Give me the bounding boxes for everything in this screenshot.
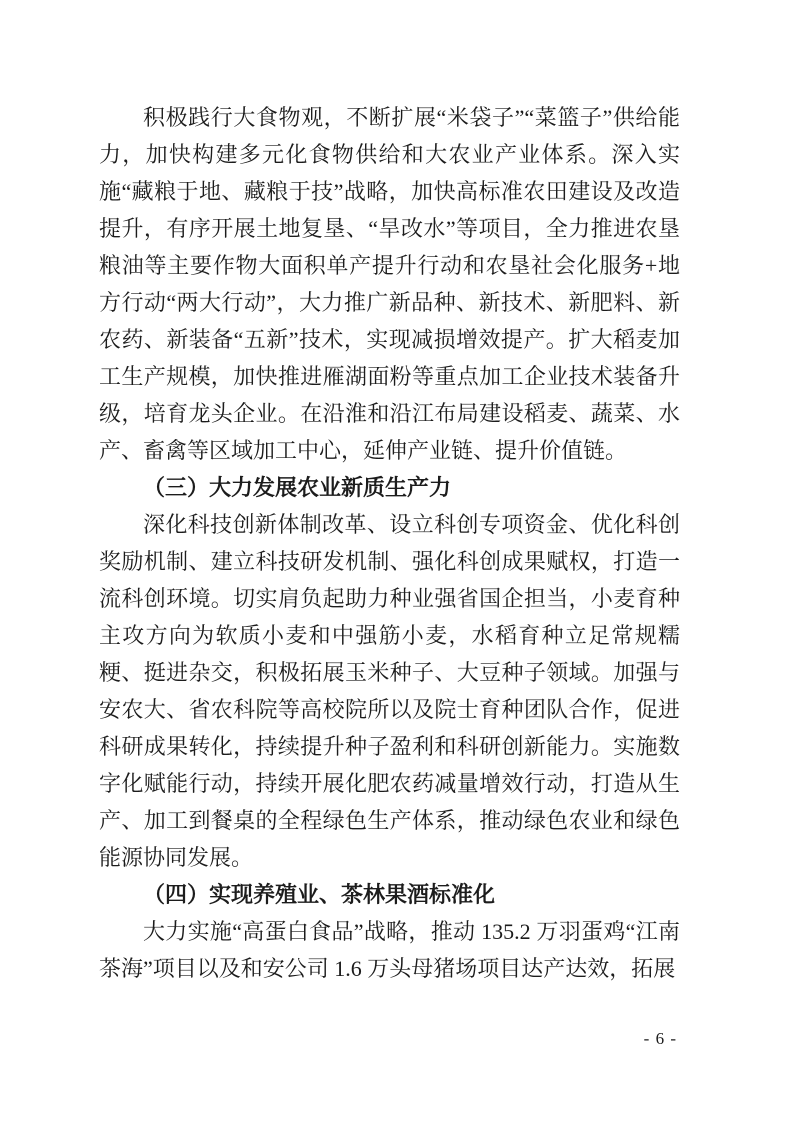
body-paragraph: 积极践行大食物观，不断扩展“米袋子”“菜篮子”供给能力，加快构建多元化食物供给和大农业产业体系。深入实施“藏粮于地、藏粮于技”战略，加快高标准农田建设及改造提升，有序开展土地复垦、“旱改水”等项目，全力推进农垦粮油等主要作物大面积单产提升行动和农垦社会化服务+地方行动“两大行动”，大力推广新品种、新技术、新肥料、新农药、新装备“五新”技术，实现减损增效提产。扩大稻麦加工生产规模，加快推进雁湖面粉等重点加工企业技术装备升级，培育龙头企业。在沿淮和沿江布局建设稻麦、蔬菜、水产、畜禽等区域加工中心，延伸产业链、提升价值链。 xyxy=(99,105,680,463)
text-block xyxy=(99,99,680,987)
page-number: - 6 - xyxy=(643,1029,677,1048)
section-heading: （三）大力发展农业新质生产力 xyxy=(143,475,452,500)
section-heading: （四）实现养殖业、茶林果酒标准化 xyxy=(143,882,496,907)
body-paragraph: 深化科技创新体制改革、设立科创专项资金、优化科创奖励机制、建立科技研发机制、强化科创成果赋权，打造一流科创环境。切实肩负起助力种业强省国企担当，小麦育种主攻方向为软质小麦和中强筋小麦，水稻育种立足常规糯粳、挺进杂交，积极拓展玉米种子、大豆种子领域。加强与安农大、省农科院等高校院所以及院士育种团队合作，促进科研成果转化，持续提升种子盈利和科研创新能力。实施数字化赋能行动，持续开展化肥农药减量增效行动，打造从生产、加工到餐桌的全程绿色生产体系，推动绿色农业和绿色能源协同发展。 xyxy=(99,512,680,870)
body-paragraph: 大力实施“高蛋白食品”战略，推动 135.2 万羽蛋鸡“江南茶海”项目以及和安公司 1.6 万头母猪场项目达产达效，拓展 xyxy=(99,919,680,981)
